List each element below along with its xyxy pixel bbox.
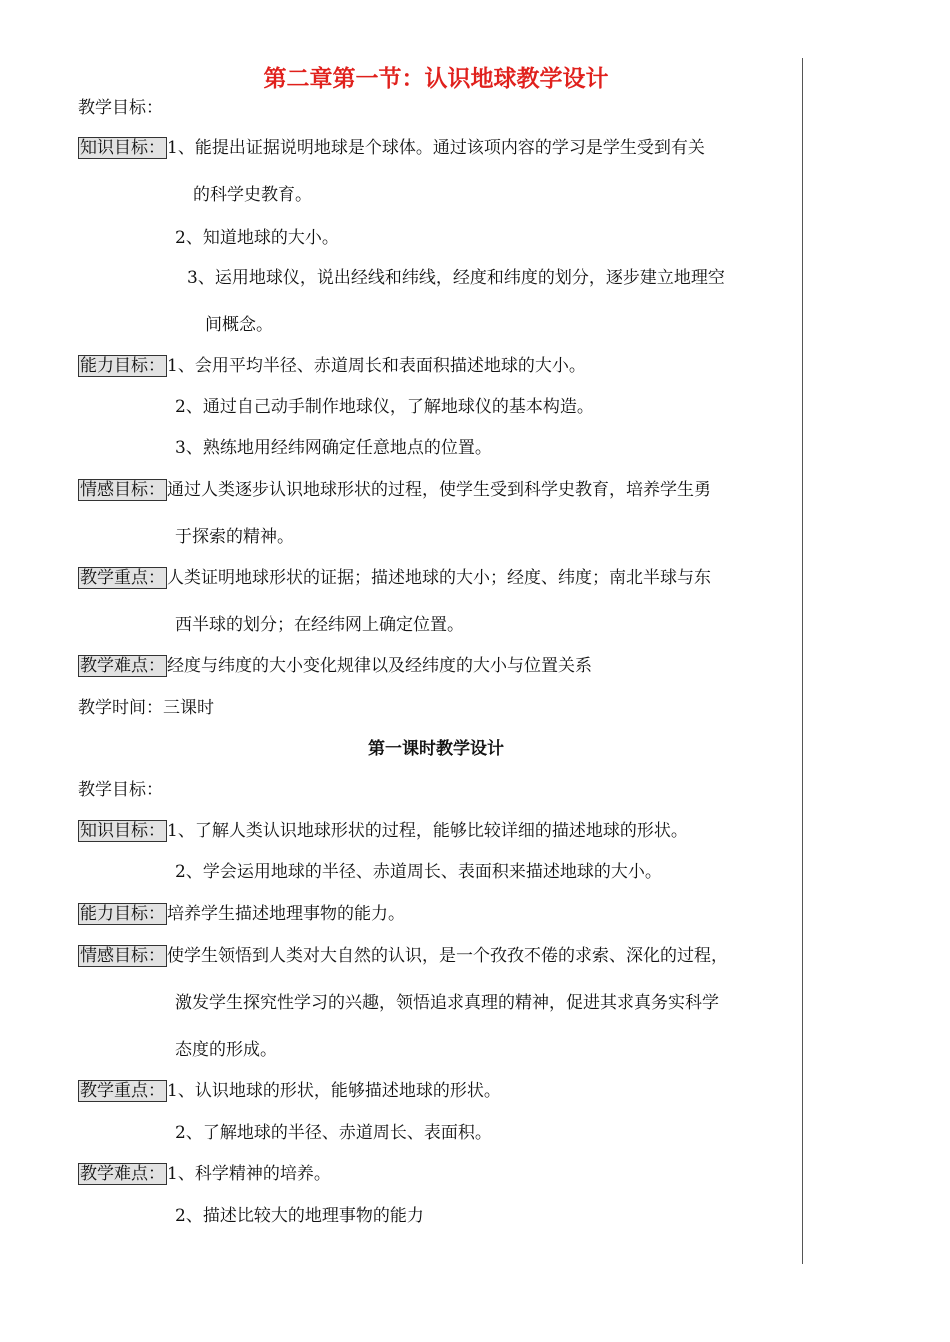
ability-goal-2: 2、通过自己动手制作地球仪，了解地球仪的基本构造。: [175, 397, 594, 417]
knowledge-goal-3: 3、运用地球仪，说出经线和纬线，经度和纬度的划分，逐步建立地理空: [187, 268, 725, 288]
lesson-1-knowledge-1: 1、了解人类认识地球形状的过程，能够比较详细的描述地球的形状。: [167, 821, 688, 841]
lesson-1-key-1: 1、认识地球的形状，能够描述地球的形状。: [167, 1081, 501, 1101]
emotion-goal-label: 情感目标：: [80, 480, 165, 500]
key-point-1: 人类证明地球形状的证据；描述地球的大小；经度、纬度；南北半球与东: [167, 568, 711, 588]
lesson-1-knowledge-row: [78, 819, 688, 843]
difficulty-label: 教学难点：: [80, 656, 165, 676]
knowledge-goal-1-cont: 的科学史教育。: [193, 185, 312, 205]
lesson-1-ability-row: [78, 902, 405, 926]
lesson-1-ability-label: 能力目标：: [80, 904, 165, 924]
knowledge-goal-3-cont: 间概念。: [205, 315, 273, 335]
knowledge-goal-row: [78, 136, 705, 160]
ability-goal-1: 1、会用平均半径、赤道周长和表面积描述地球的大小。: [167, 356, 586, 376]
emotion-goal-1: 通过人类逐步认识地球形状的过程，使学生受到科学史教育，培养学生勇: [167, 480, 711, 500]
difficulty-1: 经度与纬度的大小变化规律以及经纬度的大小与位置关系: [167, 656, 592, 676]
lesson-1-difficulty-row: [78, 1162, 331, 1186]
knowledge-goal-2: 2、知道地球的大小。: [175, 228, 339, 248]
lesson-1-knowledge-label: 知识目标：: [80, 821, 165, 841]
key-point-1-cont: 西半球的划分；在经纬网上确定位置。: [175, 615, 464, 635]
knowledge-goal-label: 知识目标：: [80, 138, 165, 158]
lesson-1-emotion-label: 情感目标：: [80, 946, 165, 966]
teaching-time: 教学时间：三课时: [78, 698, 214, 718]
difficulty-row: [78, 654, 592, 678]
key-point-row: [78, 566, 711, 590]
margin-rule: [802, 58, 803, 1264]
lesson-1-key-row: [78, 1079, 501, 1103]
lesson-1-emotion-1-cont2: 态度的形成。: [175, 1040, 277, 1060]
lesson-1-title: 第一课时教学设计: [368, 739, 504, 759]
ability-goal-label: 能力目标：: [80, 356, 165, 376]
page-title: 第二章第一节：认识地球教学设计: [263, 65, 609, 92]
lesson-1-goals-heading: 教学目标：: [78, 780, 163, 800]
knowledge-goal-1: 1、能提出证据说明地球是个球体。通过该项内容的学习是学生受到有关: [167, 138, 705, 158]
lesson-1-emotion-1: 使学生领悟到人类对大自然的认识，是一个孜孜不倦的求索、深化的过程，: [167, 946, 728, 966]
lesson-1-difficulty-label: 教学难点：: [80, 1164, 165, 1184]
ability-goal-3: 3、熟练地用经纬网确定任意地点的位置。: [175, 438, 492, 458]
lesson-1-key-2: 2、了解地球的半径、赤道周长、表面积。: [175, 1123, 492, 1143]
lesson-1-ability-1: 培养学生描述地理事物的能力。: [167, 904, 405, 924]
lesson-1-difficulty-2: 2、描述比较大的地理事物的能力: [175, 1206, 424, 1226]
goals-heading: 教学目标：: [78, 98, 163, 118]
ability-goal-row: [78, 354, 586, 378]
emotion-goal-1-cont: 于探索的精神。: [175, 527, 294, 547]
lesson-1-key-label: 教学重点：: [80, 1081, 165, 1101]
lesson-1-knowledge-2: 2、学会运用地球的半径、赤道周长、表面积来描述地球的大小。: [175, 862, 662, 882]
lesson-1-emotion-row: [78, 944, 728, 968]
key-point-label: 教学重点：: [80, 568, 165, 588]
lesson-1-emotion-1-cont: 激发学生探究性学习的兴趣，领悟追求真理的精神，促进其求真务实科学: [175, 993, 719, 1013]
emotion-goal-row: [78, 478, 711, 502]
lesson-1-difficulty-1: 1、科学精神的培养。: [167, 1164, 331, 1184]
